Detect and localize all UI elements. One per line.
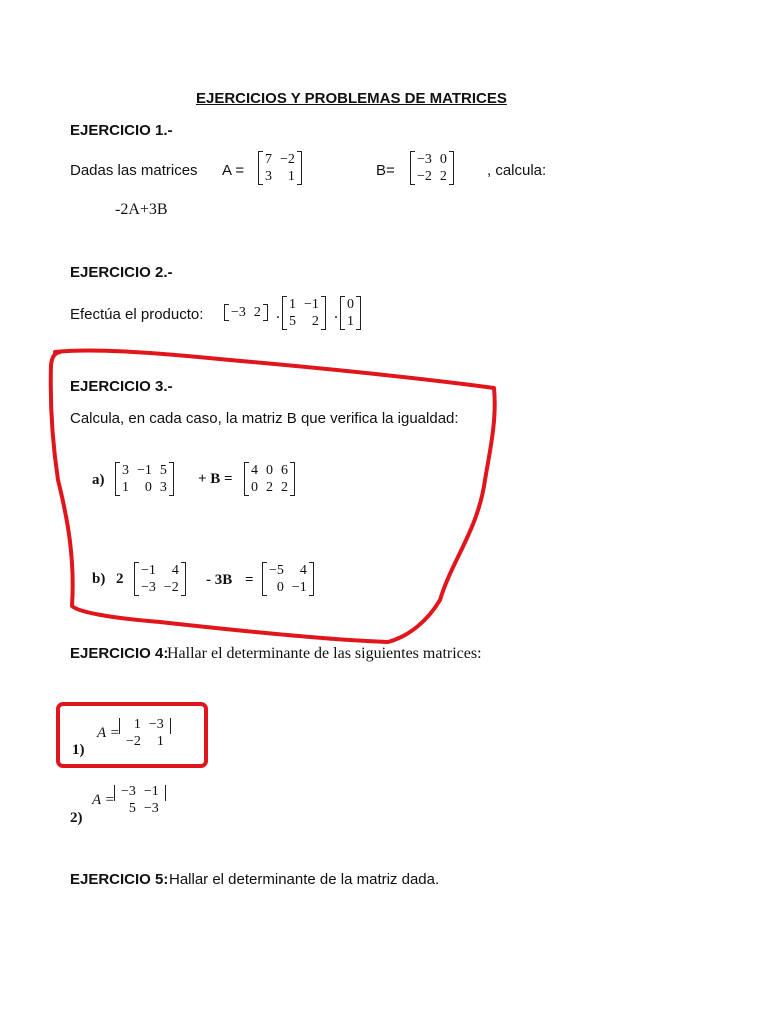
ej3b-equals: =: [245, 572, 254, 588]
matrix-cell: 1: [287, 169, 295, 184]
matrix-cell: −3: [143, 801, 159, 816]
ej5-text: Hallar el determinante de la matriz dada.: [169, 871, 440, 888]
ej3a-label: a): [92, 472, 105, 488]
matrix-cell: 4: [251, 463, 258, 478]
ej1-intro: Dadas las matrices: [70, 162, 198, 179]
ej1-tail: , calcula:: [487, 162, 547, 179]
ej3a-operator: + B =: [198, 471, 233, 487]
matrix-cell: 0: [144, 480, 152, 495]
matrix-cell: 5: [128, 801, 136, 816]
matrix-cell: 3: [122, 463, 129, 478]
matrix-cell: −3: [231, 305, 246, 320]
matrix-cell: 7: [265, 152, 272, 167]
matrix-cell: 1: [347, 314, 354, 329]
ej3-highlight-outline: [51, 350, 495, 642]
matrix-cell: 1: [122, 480, 129, 495]
ej1-b-label: B=: [376, 162, 395, 179]
ej5-heading: EJERCICIO 5:: [70, 871, 169, 888]
matrix-cell: 0: [276, 580, 284, 595]
matrix-cell: 6: [281, 463, 288, 478]
matrix-cell: 1: [289, 297, 296, 312]
ej4-text: Hallar el determinante de las siguientes matrices:: [167, 645, 482, 662]
matrix-cell: 0: [266, 463, 273, 478]
ej2-intro: Efectúa el producto:: [70, 306, 204, 323]
matrix-cell: −1: [291, 580, 307, 595]
matrix-cell: −1: [137, 463, 152, 478]
ej3b-coefficient: 2: [116, 571, 124, 587]
ej4-heading: EJERCICIO 4:: [70, 645, 169, 662]
ej3-intro: Calcula, en cada caso, la matriz B que verifica la igualdad:: [70, 410, 459, 427]
matrix-cell: −3: [121, 784, 136, 799]
ej2-heading: EJERCICIO 2.-: [70, 264, 173, 281]
ej3b-operator: - 3B: [206, 572, 233, 588]
matrix-cell: 4: [299, 563, 307, 578]
matrix-cell: 1: [133, 717, 141, 732]
ej2-dot-1: .: [276, 305, 280, 322]
matrix-cell: −3: [417, 152, 432, 167]
matrix-cell: 3: [159, 480, 167, 495]
matrix-cell: 2: [253, 305, 261, 320]
ej4-item1-lhs: A =: [97, 725, 120, 741]
ej3-heading: EJERCICIO 3.-: [70, 378, 173, 395]
matrix-cell: −2: [163, 580, 179, 595]
page-title: EJERCICIOS Y PROBLEMAS DE MATRICES: [196, 90, 507, 107]
ej1-expression: -2A+3B: [115, 201, 168, 218]
ej4-item2-lhs: A =: [92, 792, 115, 808]
ej1-a-label: A =: [222, 162, 245, 179]
matrix-cell: −5: [269, 563, 284, 578]
matrix-cell: 4: [171, 563, 179, 578]
ej1-heading: EJERCICIO 1.-: [70, 122, 173, 139]
matrix-cell: −3: [148, 717, 164, 732]
ej4-item2-number: 2): [70, 810, 83, 826]
matrix-cell: −1: [141, 563, 156, 578]
matrix-cell: −1: [304, 297, 319, 312]
matrix-cell: 2: [439, 169, 447, 184]
ej4-item1-number: 1): [72, 742, 85, 758]
matrix-cell: 5: [289, 314, 296, 329]
matrix-cell: 2: [266, 480, 273, 495]
matrix-cell: 2: [311, 314, 319, 329]
matrix-cell: −2: [280, 152, 295, 167]
ej2-dot-2: .: [334, 305, 338, 322]
matrix-cell: −1: [143, 784, 159, 799]
matrix-cell: −2: [126, 734, 141, 749]
matrix-cell: 1: [156, 734, 164, 749]
ej3b-label: b): [92, 571, 106, 587]
matrix-cell: 0: [251, 480, 258, 495]
matrix-cell: −2: [417, 169, 432, 184]
matrix-cell: 2: [281, 480, 288, 495]
ej4-item1-highlight-box: [58, 704, 206, 766]
matrix-cell: 3: [265, 169, 272, 184]
matrix-cell: 5: [159, 463, 167, 478]
matrix-cell: 0: [347, 297, 354, 312]
matrix-cell: 0: [439, 152, 447, 167]
matrix-cell: −3: [141, 580, 156, 595]
